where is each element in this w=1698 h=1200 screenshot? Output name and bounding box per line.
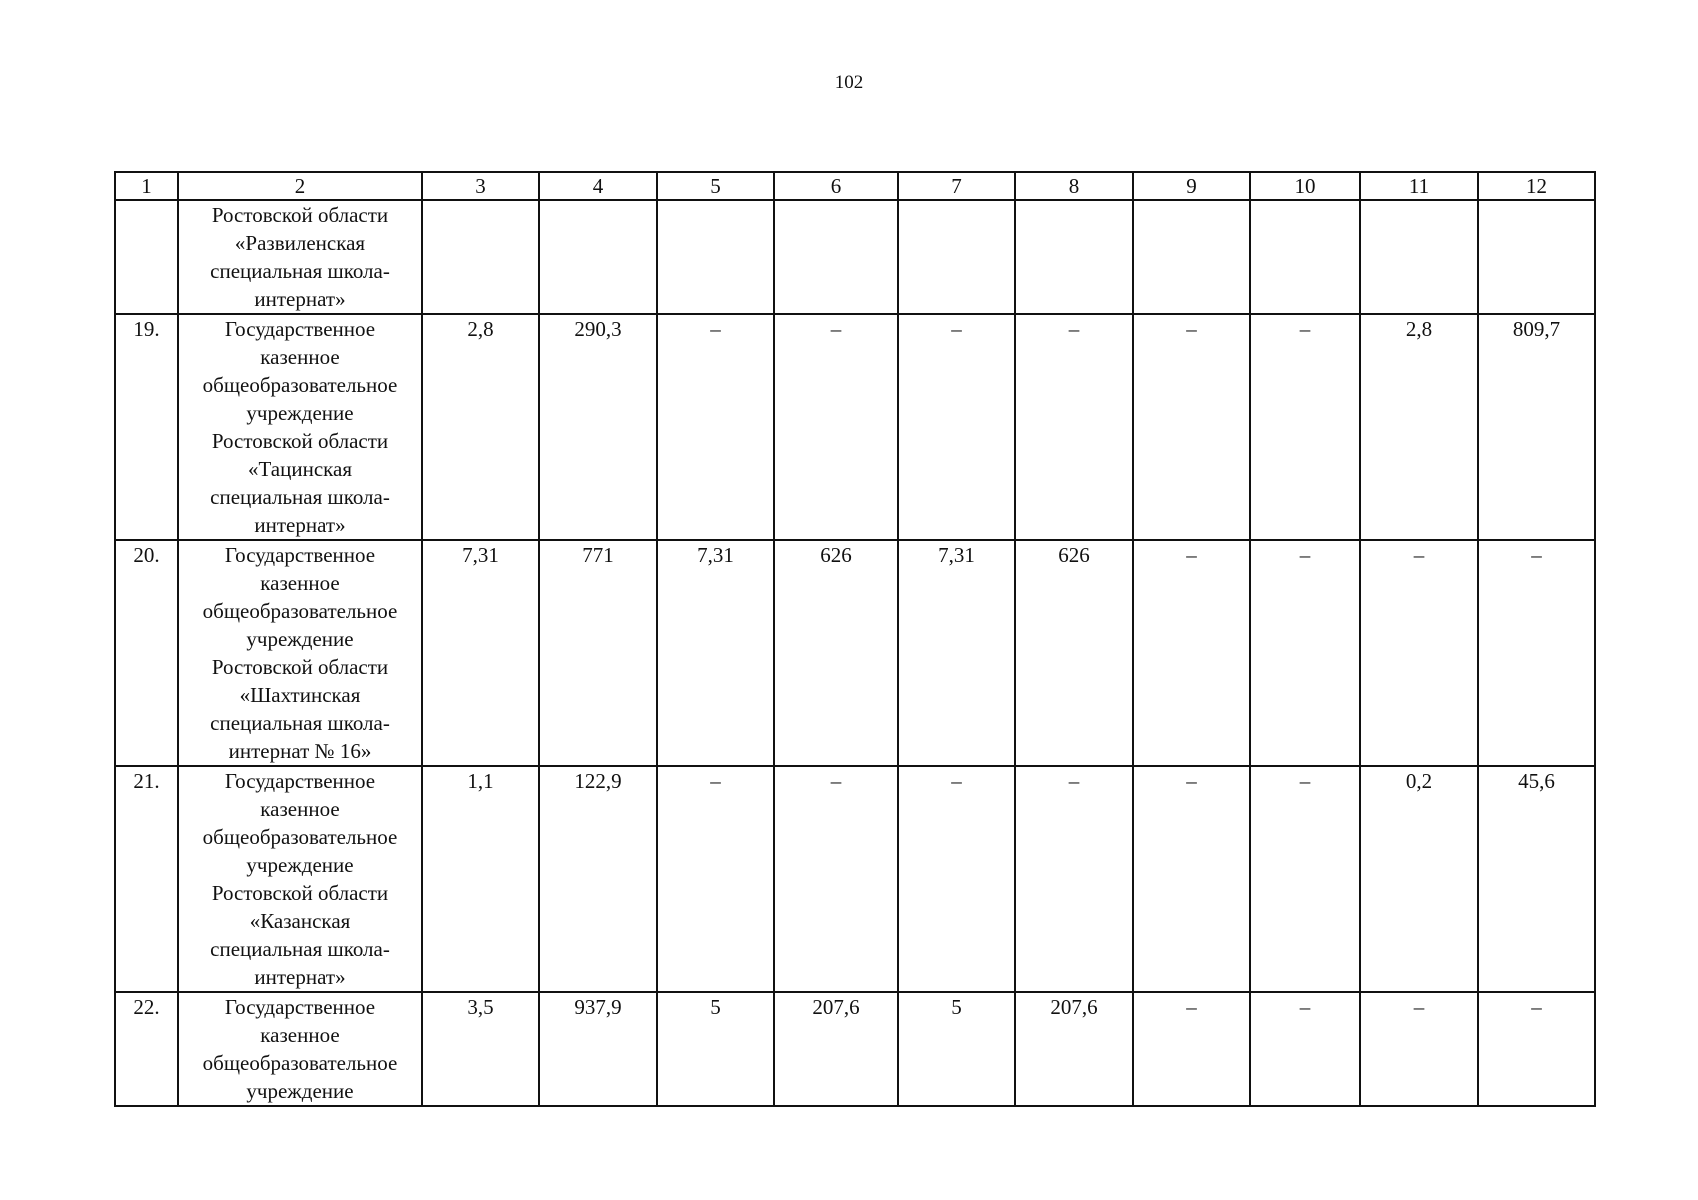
institution-name-line: общеобразовательное <box>202 1051 398 1075</box>
value-cell-col-9: – <box>1133 992 1250 1106</box>
institution-name-line: Государственное <box>224 543 376 567</box>
institution-name-line: интернат № 16» <box>228 739 372 763</box>
institution-name-line: учреждение <box>246 401 354 425</box>
column-header: 12 <box>1478 172 1595 200</box>
table-row <box>115 992 1595 1106</box>
value-cell-col-6: 207,6 <box>774 992 898 1106</box>
value-cell-col-11: 2,8 <box>1360 314 1478 540</box>
institution-name <box>178 540 422 766</box>
table-row <box>115 540 1595 766</box>
row-number: 19. <box>115 314 178 540</box>
institution-name-line: казенное <box>260 345 340 369</box>
value-cell-col-12: 45,6 <box>1478 766 1595 992</box>
table-row <box>115 200 1595 314</box>
institution-name-line: Ростовской области <box>211 429 389 453</box>
value-cell-col-7 <box>898 200 1015 314</box>
value-cell-col-6: – <box>774 314 898 540</box>
column-header: 7 <box>898 172 1015 200</box>
value-cell-col-10: – <box>1250 540 1360 766</box>
column-header: 9 <box>1133 172 1250 200</box>
value-cell-col-3: 1,1 <box>422 766 539 992</box>
value-cell-col-10: – <box>1250 314 1360 540</box>
value-cell-col-4: 771 <box>539 540 657 766</box>
institution-name-line: «Развиленская <box>234 231 366 255</box>
institution-name-line: Ростовской области <box>211 203 389 227</box>
institution-name-line: Ростовской области <box>211 655 389 679</box>
value-cell-col-3: 7,31 <box>422 540 539 766</box>
institution-name-line: казенное <box>260 1023 340 1047</box>
value-cell-col-9 <box>1133 200 1250 314</box>
value-cell-col-8: – <box>1015 314 1133 540</box>
column-header: 4 <box>539 172 657 200</box>
value-cell-col-6: 626 <box>774 540 898 766</box>
value-cell-col-5: – <box>657 766 774 992</box>
institution-name <box>178 992 422 1106</box>
institution-name-line: Ростовской области <box>211 881 389 905</box>
institution-name-line: интернат» <box>254 965 346 989</box>
institution-name-line: учреждение <box>246 1079 354 1103</box>
institution-name-line: «Казанская <box>249 909 351 933</box>
institution-name-line: общеобразовательное <box>202 373 398 397</box>
institution-name <box>178 766 422 992</box>
value-cell-col-12 <box>1478 200 1595 314</box>
value-cell-col-7: – <box>898 766 1015 992</box>
value-cell-col-8: – <box>1015 766 1133 992</box>
value-cell-col-10: – <box>1250 766 1360 992</box>
value-cell-col-10 <box>1250 200 1360 314</box>
row-number: 22. <box>115 992 178 1106</box>
institution-name-line: интернат» <box>254 513 346 537</box>
column-header: 6 <box>774 172 898 200</box>
institution-name-line: «Тацинская <box>247 457 353 481</box>
value-cell-col-5: 5 <box>657 992 774 1106</box>
institution-name-line: общеобразовательное <box>202 599 398 623</box>
institution-name-line: казенное <box>260 571 340 595</box>
institution-name-line: Государственное <box>224 995 376 1019</box>
value-cell-col-5 <box>657 200 774 314</box>
value-cell-col-11 <box>1360 200 1478 314</box>
institution-name-line: «Шахтинская <box>239 683 361 707</box>
value-cell-col-7: – <box>898 314 1015 540</box>
value-cell-col-11: – <box>1360 540 1478 766</box>
value-cell-col-12: – <box>1478 540 1595 766</box>
institution-name-line: учреждение <box>246 853 354 877</box>
value-cell-col-10: – <box>1250 992 1360 1106</box>
value-cell-col-8 <box>1015 200 1133 314</box>
value-cell-col-6 <box>774 200 898 314</box>
value-cell-col-5: 7,31 <box>657 540 774 766</box>
column-header: 1 <box>115 172 178 200</box>
table-row <box>115 314 1595 540</box>
data-table <box>114 171 1596 1107</box>
institution-name-line: общеобразовательное <box>202 825 398 849</box>
institution-name-line: Государственное <box>224 769 376 793</box>
institution-name <box>178 200 422 314</box>
value-cell-col-12: – <box>1478 992 1595 1106</box>
value-cell-col-9: – <box>1133 766 1250 992</box>
institution-name-line: учреждение <box>246 627 354 651</box>
institution-name-line: специальная школа- <box>210 485 390 509</box>
table-row <box>115 766 1595 992</box>
institution-name <box>178 314 422 540</box>
value-cell-col-11: – <box>1360 992 1478 1106</box>
value-cell-col-4: 937,9 <box>539 992 657 1106</box>
institution-name-line: специальная школа- <box>210 937 390 961</box>
value-cell-col-4: 122,9 <box>539 766 657 992</box>
value-cell-col-9: – <box>1133 540 1250 766</box>
institution-name-line: казенное <box>260 797 340 821</box>
value-cell-col-12: 809,7 <box>1478 314 1595 540</box>
value-cell-col-3: 3,5 <box>422 992 539 1106</box>
value-cell-col-3 <box>422 200 539 314</box>
column-header: 10 <box>1250 172 1360 200</box>
value-cell-col-7: 7,31 <box>898 540 1015 766</box>
value-cell-col-11: 0,2 <box>1360 766 1478 992</box>
row-number <box>115 200 178 314</box>
column-header: 3 <box>422 172 539 200</box>
institution-name-line: специальная школа- <box>210 711 390 735</box>
column-header: 8 <box>1015 172 1133 200</box>
table-body <box>115 200 1595 1106</box>
value-cell-col-8: 626 <box>1015 540 1133 766</box>
row-number: 20. <box>115 540 178 766</box>
value-cell-col-4: 290,3 <box>539 314 657 540</box>
header-row <box>115 172 1595 200</box>
column-header: 5 <box>657 172 774 200</box>
value-cell-col-4 <box>539 200 657 314</box>
row-number: 21. <box>115 766 178 992</box>
value-cell-col-9: – <box>1133 314 1250 540</box>
institution-name-line: Государственное <box>224 317 376 341</box>
column-header: 2 <box>178 172 422 200</box>
value-cell-col-8: 207,6 <box>1015 992 1133 1106</box>
value-cell-col-3: 2,8 <box>422 314 539 540</box>
value-cell-col-6: – <box>774 766 898 992</box>
institution-name-line: интернат» <box>254 287 346 311</box>
column-header: 11 <box>1360 172 1478 200</box>
value-cell-col-7: 5 <box>898 992 1015 1106</box>
value-cell-col-5: – <box>657 314 774 540</box>
page-number: 102 <box>834 72 864 93</box>
institution-name-line: специальная школа- <box>210 259 390 283</box>
